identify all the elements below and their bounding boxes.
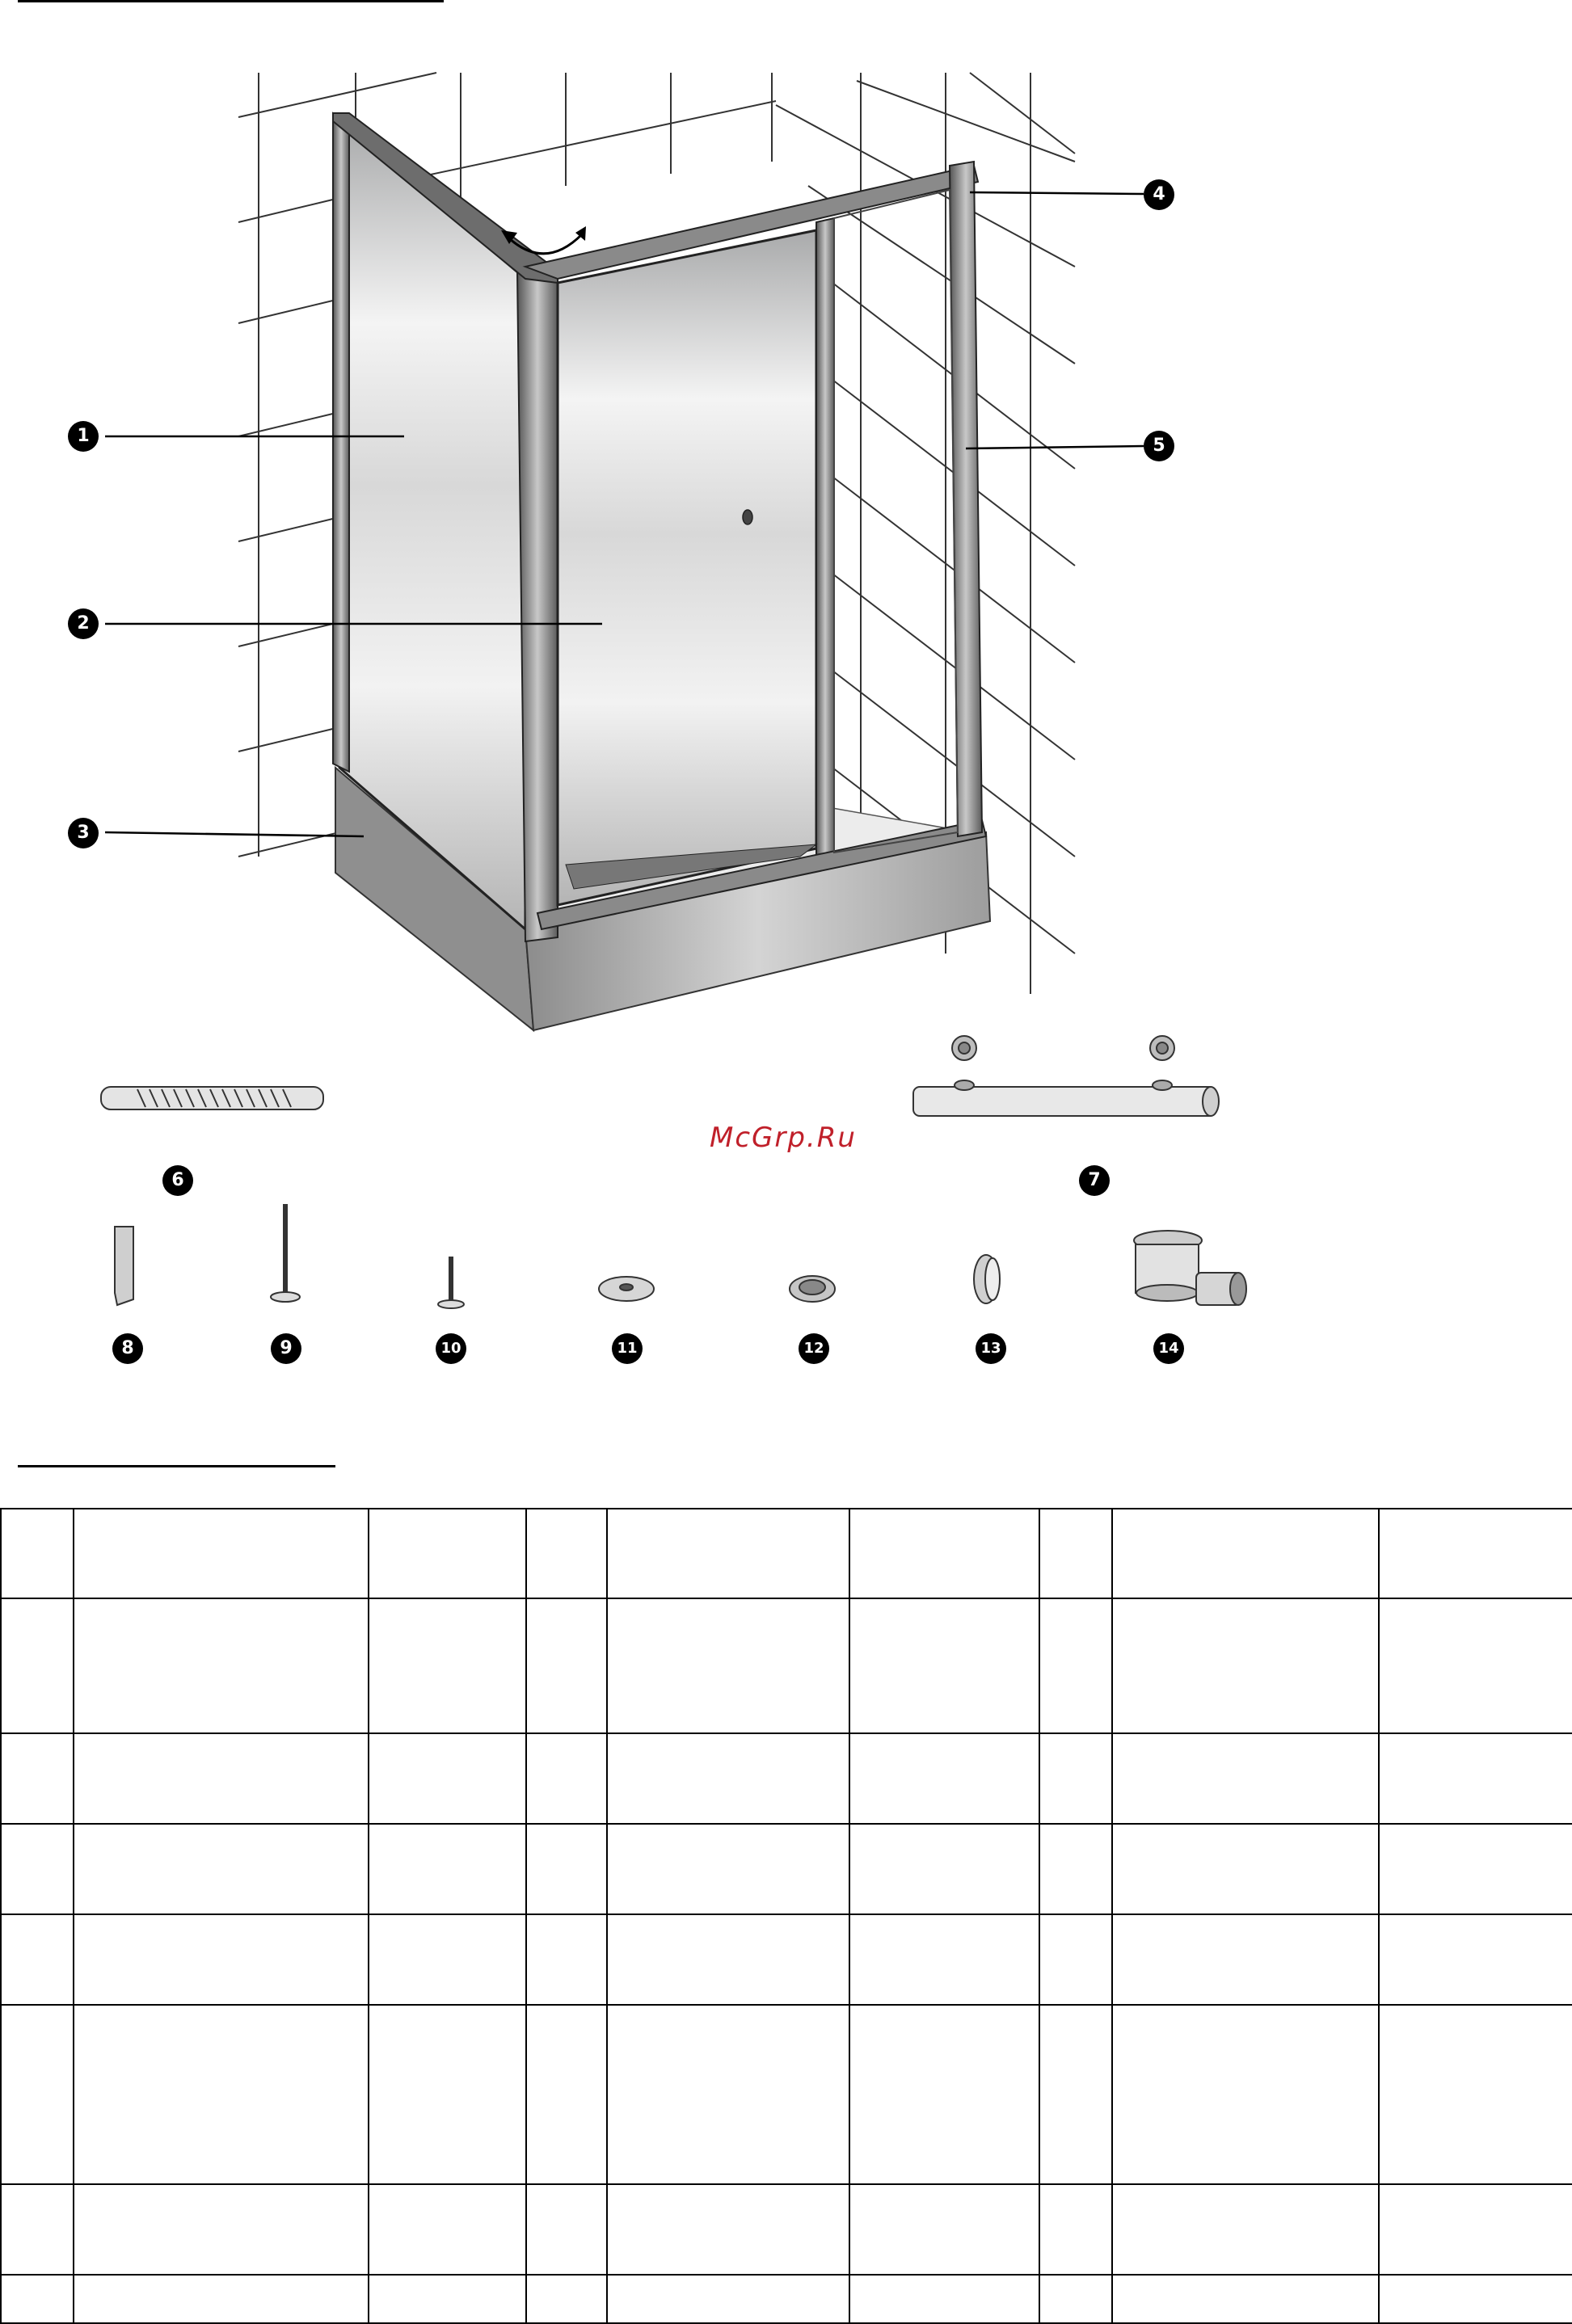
end-cap	[974, 1255, 1000, 1303]
callout-9: 9	[271, 1333, 301, 1364]
callout-3: 3	[68, 818, 99, 848]
long-screw	[271, 1204, 300, 1302]
callout-12: 12	[799, 1333, 829, 1364]
support-bar	[913, 1036, 1219, 1116]
callout-5: 5	[1144, 431, 1174, 461]
table-row	[1, 2184, 1572, 2275]
table-row	[1, 1914, 1572, 2005]
table-row	[1, 1598, 1572, 1733]
callout-8: 8	[112, 1333, 143, 1364]
callout-13: 13	[976, 1333, 1006, 1364]
section-rule	[18, 1465, 335, 1467]
cover-cap	[790, 1276, 835, 1302]
table-row	[1, 2005, 1572, 2184]
table-row	[1, 2275, 1572, 2323]
table-row	[1, 1509, 1572, 1598]
flexible-hose	[101, 1087, 323, 1109]
wall-plug	[115, 1227, 133, 1305]
callout-14: 14	[1153, 1333, 1184, 1364]
table-row	[1, 1733, 1572, 1824]
parts-table	[0, 1508, 1572, 2324]
short-screw	[438, 1257, 464, 1308]
callout-7: 7	[1079, 1165, 1110, 1196]
callout-10: 10	[436, 1333, 466, 1364]
drain-siphon	[1134, 1231, 1246, 1305]
callout-2: 2	[68, 608, 99, 639]
washer	[599, 1277, 654, 1301]
callout-6: 6	[162, 1165, 193, 1196]
callout-4: 4	[1144, 179, 1174, 210]
table-row	[1, 1824, 1572, 1914]
watermark: McGrp.Ru	[710, 1122, 857, 1154]
callout-11: 11	[612, 1333, 643, 1364]
callout-1: 1	[68, 421, 99, 452]
